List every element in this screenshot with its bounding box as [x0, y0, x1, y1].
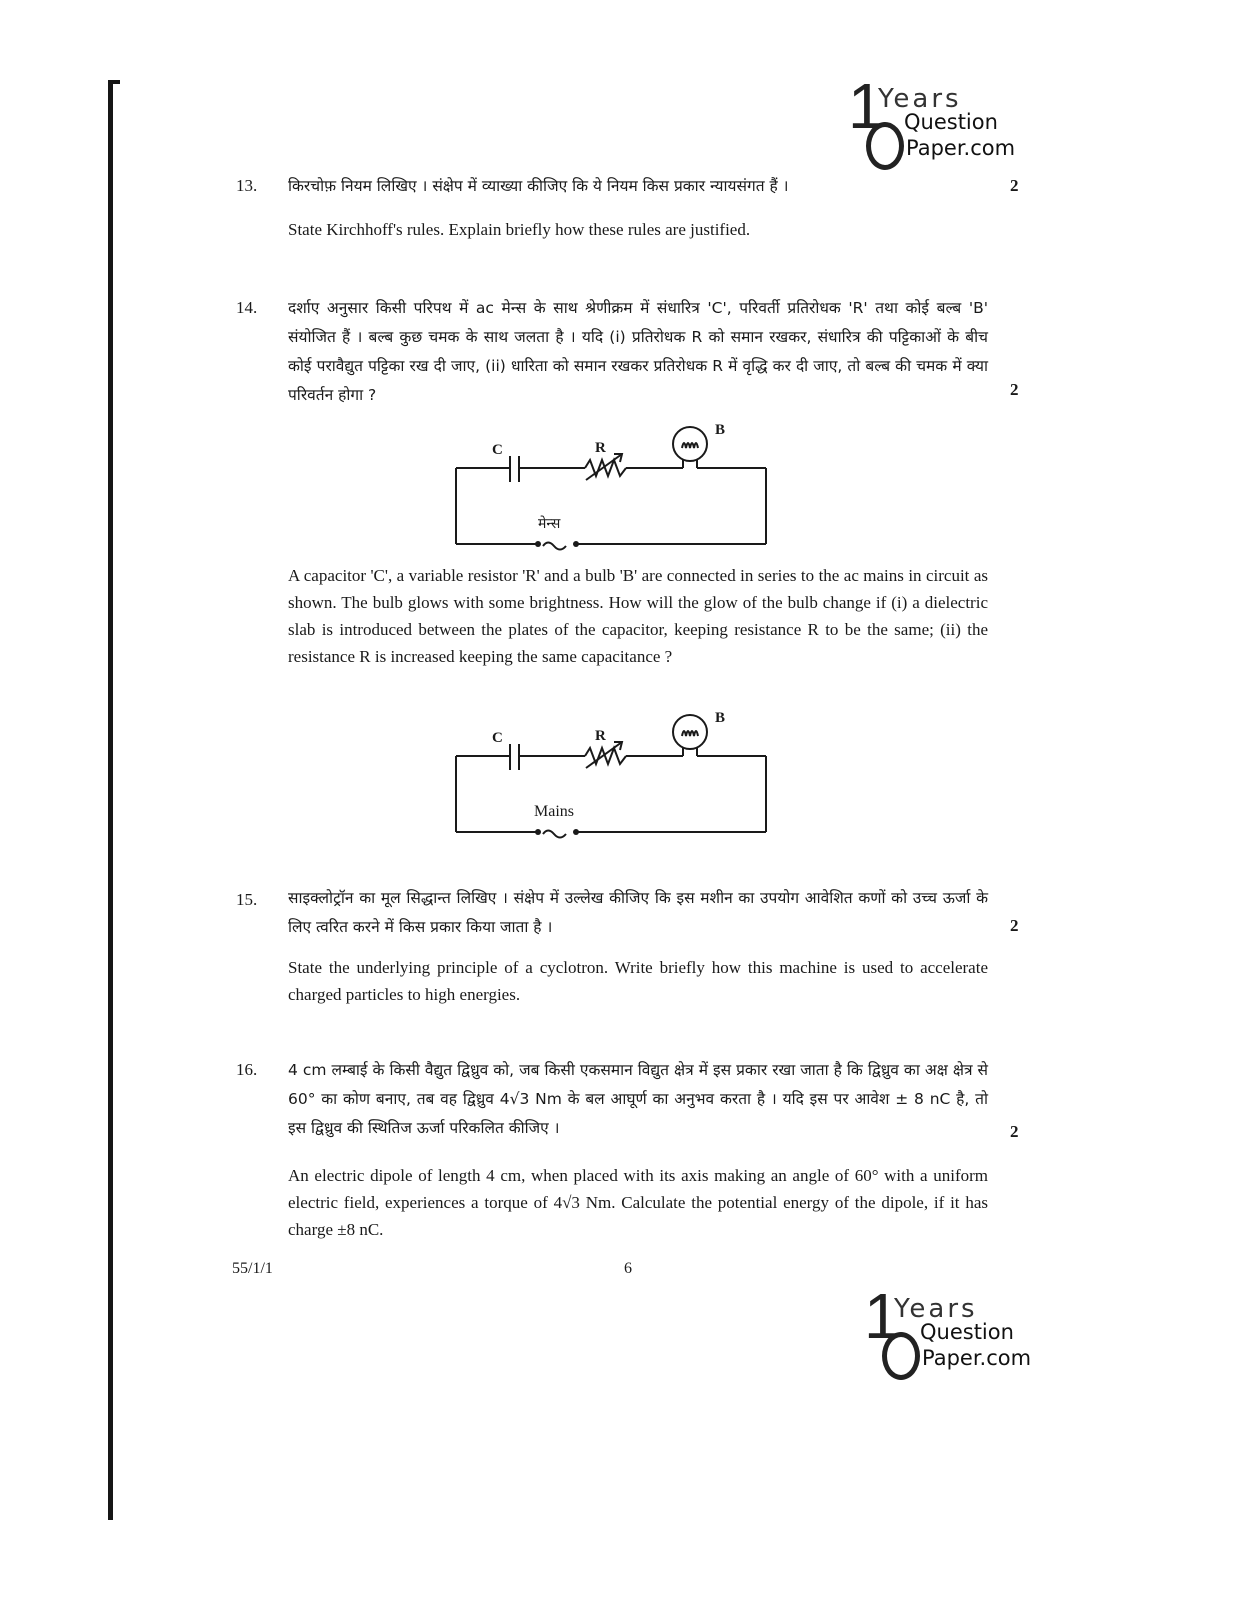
logo-question: Question [904, 110, 998, 134]
label-c: C [492, 730, 503, 746]
label-r: R [595, 728, 606, 744]
label-mains: Mains [534, 803, 574, 820]
question-14-marks: 2 [1010, 380, 1019, 399]
page-number: 6 [624, 1260, 632, 1277]
paper-code: 55/1/1 [232, 1260, 273, 1277]
question-16-marks: 2 [1010, 1122, 1019, 1141]
circuit-diagram-english [440, 700, 780, 850]
label-r: R [595, 440, 606, 456]
logo-one: 1 [864, 1280, 900, 1352]
question-13-number: 13. [236, 176, 258, 195]
question-13-marks: 2 [1010, 176, 1019, 195]
margin-rule [108, 80, 113, 1520]
logo-years: Years [894, 1294, 978, 1324]
margin-tick [108, 80, 120, 84]
question-16-hindi: 4 cm लम्बाई के किसी वैद्युत द्विध्रुव को, जब किसी एकसमान विद्युत क्षेत्र में इस प्रकार रखा जाता है कि द्विध्रुव का अक्ष क्षेत्र से 60° का कोण बनाए, तब वह द्विध्रुव 4√3 Nm के बल आघूर्ण का अनुभव करता है । यदि इस पर आवेश ± 8 nC है, तो इस द्विध्रुव की स्थितिज ऊर्जा परिकलित कीजिए । [288, 1061, 988, 1137]
label-c: C [492, 442, 503, 458]
question-14-english: A capacitor 'C', a variable resistor 'R' and a bulb 'B' are connected in series to the ac mains in circuit as shown. The bulb glows with some brightness. How will the glow of the bulb change if (i) a dielectric slab is introduced between the plates of the capacitor, keeping resistance R to be the same; (ii) the resistance R is increased keeping the same capacitance ? [288, 566, 988, 666]
question-13-english: State Kirchhoff's rules. Explain briefly how these rules are justified. [288, 220, 751, 239]
logo-years: Years [878, 84, 962, 114]
logo-question: Question [920, 1320, 1014, 1344]
question-15-marks: 2 [1010, 916, 1019, 935]
logo-zero-ring [866, 122, 904, 170]
question-15-hindi: साइक्लोट्रॉन का मूल सिद्धान्त लिखिए । संक्षेप में उल्लेख कीजिए कि इस मशीन का उपयोग आवेशित कणों को उच्च ऊर्जा के लिए त्वरित करने में किस प्रकार किया जाता है । [288, 889, 988, 936]
question-15-number: 15. [236, 890, 258, 909]
logo-one: 1 [848, 70, 884, 142]
question-16-english: An electric dipole of length 4 cm, when placed with its axis making an angle of 60° with a uniform electric field, experiences a torque of 4√3 Nm. Calculate the potential energy of the dipole, if it has charge ±8 nC. [288, 1166, 988, 1239]
logo-zero-ring [882, 1332, 920, 1380]
logo-paper: Paper.com [906, 136, 1016, 160]
label-b: B [715, 422, 726, 438]
question-15-english: State the underlying principle of a cyclotron. Write briefly how this machine is used to accelerate charged particles to high energies. [288, 958, 988, 1004]
logo-bottom [864, 1280, 1064, 1390]
label-b: B [715, 710, 726, 726]
question-14-hindi: दर्शाए अनुसार किसी परिपथ में ac मेन्स के साथ श्रेणीक्रम में संधारित्र 'C', परिवर्ती प्रतिरोधक 'R' तथा कोई बल्ब 'B' संयोजित हैं । बल्ब कुछ चमक के साथ जलता है । यदि (i) प्रतिरोधक R को समान रखकर, संधारित्र की पट्टिकाओं के बीच कोई परावैद्युत पट्टिका रख दी जाए, (ii) धारिता को समान रखकर प्रतिरोधक R में वृद्धि कर दी जाए, तो बल्ब की चमक में क्या परिवर्तन होगा ? [288, 299, 988, 404]
question-16-number: 16. [236, 1060, 258, 1079]
question-13-hindi: किरचोफ़ नियम लिखिए । संक्षेप में व्याख्या कीजिए कि ये नियम किस प्रकार न्यायसंगत हैं । [288, 177, 789, 195]
circuit-diagram-hindi [440, 412, 780, 562]
question-14-number: 14. [236, 298, 258, 317]
label-mains: मेन्स [538, 516, 561, 532]
logo-top [848, 70, 1048, 180]
logo-paper: Paper.com [922, 1346, 1032, 1370]
